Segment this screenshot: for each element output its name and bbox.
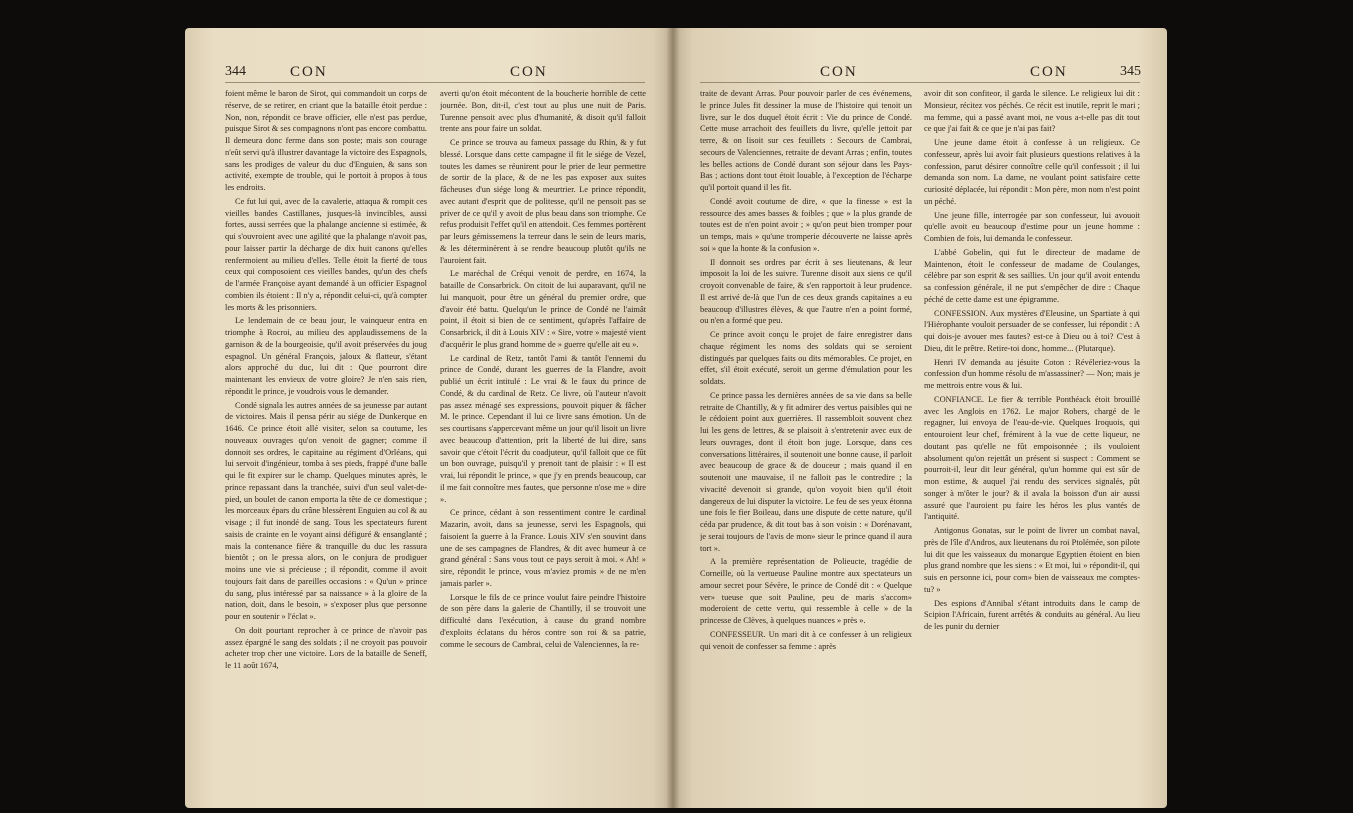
paragraph: Il donnoit ses ordres par écrit à ses lieutenans, & leur imposoit la loi de les suivre. Turenne disoit aux siens ce qu'il croyoit convenable de faire, & s'en rapportoit à leur prudence. Il est arrivé de-là que l'un de ces deux grands capitaines a eu beaucoup d'illustres élèves, & que l'autre n'en a point formé, ou n'en a formé que peu. (700, 257, 912, 326)
paragraph: Lorsque le fils de ce prince voulut faire peindre l'histoire de son père dans la galerie de Chantilly, il se trouvoit une difficulté dans l'exécution, à cause du grand nombre d'exploits éclatans du héros contre son roi & sa patrie, comme le secours de Cambrai, celui de Valenciennes, la re- (440, 592, 646, 649)
paragraph: A la première représentation de Polieucte, tragédie de Corneille, où la vertueuse Pauline montre aux spectateurs un amour secret pour Sévère, le prince de Condé dit : « Quelque ver» tueuse que soit Pauline, peu de maris s'accom» moderoient de cette vertu, qui ressemble à celle » de la princesse de Clèves, à quelques nuances » près ». (700, 557, 912, 625)
paragraph: Ce fut lui qui, avec de la cavalerie, attaqua & rompit ces vieilles bandes Castillanes, jusques-là invincibles, aussi fortes, aussi serrées que la phalange ancienne si estimée, & qui s'ouvroient avec une agilité que la phalange n'avoit pas, pour laisser partir la décharge de dix huit canons qu'elles renfermoient au milieu d'elles. Telle étoit la fierté de tous ceux qui composoient ces vieilles bandes, qu'un des chefs de l'armée Françoise ayant demandé à un officier Espagnol combien ils étoient : Il n'y a, répondit celui-ci, qu'à compter les morts & les prisonniers. (225, 196, 427, 312)
paragraph: traite de devant Arras. Pour pouvoir parler de ces événemens, le prince Jules fit dessiner la muse de l'histoire qui tenoit un livre, sur le dos duquel étoit écrit : Vie du prince de Condé. Cette muse arrachoit des feuillets du livre, qu'elle jettoit par terre, & on lisoit sur ces feuillets : Secours de Cambrai, secours de Valenciennes, retraite de devant Arras ; enfin, toutes les belles actions de Condé durant son séjour dans les Pays-Bas ; actions dont tout étoit louable, à l'exception de l'écharpe qu'il portoit quand il les fit. (700, 89, 912, 192)
paragraph: Ce prince passa les dernières années de sa vie dans sa belle retraite de Chantilly, & y fit admirer des vertus paisibles qui ne le cédoient point aux guerrières. Il rassembloit souvent chez lui les gens de lettres, & se plaisoit à s'entretenir avec eux de leurs ouvrages, dont il étoit bon juge. Lorsque, dans ces conversations littéraires, il soutenoit une bonne cause, il parloit avec beaucoup de grace & de douceur ; mais quand il en soutenoit une mauvaise, il ne falloit pas le contredire ; la vivacité devenoit si grande, qu'on voyoit bien qu'il étoit dangereux de lui disputer la victoire. Le feu de ses yeux étonna une fois le fier Boileau, dans une dispute de cette nature, qu'il céda par prudence, & dit tout bas à son voisin : « Dorénavant, je serai toujours de l'avis de mon» sieur le prince quand il aura tort ». (700, 390, 912, 553)
right-head-right: CON (1030, 64, 1068, 80)
paragraph: CONFIANCE. Le fier & terrible Ponthéack étoit brouillé avec les Anglois en 1762. Le major Robers, chargé de le regagner, lui envoya de l'eau-de-vie. Quelques Iroquois, qui entouroient leur chef, frémirent à la vue de cette liqueur, ne doutant pas qu'elle ne fût empoisonnée ; ils vouloient absolument qu'on rejettât un présent si suspect : Comment se pourroit-il, leur dit leur général, qu'un homme qui est sûr de mon estime, & auquel j'ai rendu des services signalés, pût songer à m'ôter le jour? & il avala la boisson d'un air aussi assuré que l'auroient pu faire les héros les plus vantés de l'antiquité. (924, 394, 1140, 522)
paragraph: Une jeune dame étoit à confesse à un religieux. Ce confesseur, après lui avoir fait plusieurs questions relatives à la confession, parut désirer connoître celle qu'il confessoit ; il lui demanda son nom. La dame, ne voulant point satisfaire cette curiosité déplacée, lui répondit : Mon père, mon nom n'est point un péché. (924, 138, 1140, 206)
left-head-left: CON (290, 64, 328, 80)
left-head-right: CON (510, 64, 548, 80)
paragraph: foient même le baron de Sirot, qui commandoit un corps de réserve, de se retirer, en criant que la bataille étoit perdue : Non, non, répondit ce brave officier, elle n'est pas perdue, puisque Sirot & ses compagnons n'ont pas encore combattu. Il demeura donc ferme dans son poste; mais son courage n'eût servi qu'à illustrer davantage la victoire des Espagnols, sans les prodiges de valeur du duc d'Enguien, & sans son activité, exempte de trouble, qui le portoit à propos à tous les endroits. (225, 89, 427, 192)
paragraph: Condé avoit coutume de dire, « que la finesse » est la ressource des ames basses & foibles ; que » la plus grande de toutes est de n'en point avoir ; » qu'on peut bien tromper pour un temps, mais » qu'une tromperie découverte ne laisse après soi » que la honte & la confusion ». (700, 196, 912, 253)
left-head-rule (225, 82, 645, 83)
left-page-number: 344 (225, 64, 246, 79)
paragraph: Ce prince, cédant à son ressentiment contre le cardinal Mazarin, avoit, dans sa jeunesse, servi les Espagnols, qui faisoient la guerre à la France. Louis XIV s'en souvint dans une de ses campagnes de Flandres, & dit avec humeur à ce grand général : Sans vous tout ce pays seroit à moi. « Ah! » sire, répondit le prince, vous m'aviez promis » de ne m'en jamais parler ». (440, 508, 646, 588)
paragraph: CONFESSEUR. Un mari dit à ce confesser à un religieux qui venoit de confesser sa femme : après (700, 629, 912, 651)
left-column-2 (440, 88, 646, 800)
paragraph: Le cardinal de Retz, tantôt l'ami & tantôt l'ennemi du prince de Condé, durant les guerres de la Flandre, avoit publié un écrit intitulé : Le vrai & le faux du prince de Condé, & du cardinal de Retz. Ce livre, où l'auteur n'avoit pas assez ménagé ses expressions, pouvoit piquer & fâcher M. le prince. Cependant il lui ce livre sans émotion. Un de ses courtisans s'appercevant même un jour qu'il lisoit un livre avec beaucoup d'attention, prit la liberté de lui dire, sans savoir que c'étoit l'écrit du coadjuteur, qu'il falloit que ce fût un bon ouvrage, puisqu'il y prenoit tant de plaisir : « Il est vrai, lui répondit le prince, » que j'y en prends beaucoup, car il me fait connoître mes fautes, que personne n'ose me » dire ». (440, 353, 646, 504)
paragraph: Le lendemain de ce beau jour, le vainqueur entra en triomphe à Rocroi, au milieu des applaudissemens de la garnison & de la bourgeoisie, qu'il avoit préservées du joug espagnol. Un général François, jaloux & flatteur, s'étant alors approché du duc, lui dit : Que pourront dire maintenant les envieux de votre gloire? Je n'en sais rien, répondit le prince, je voudrois vous le demander. (225, 316, 427, 396)
paragraph: L'abbé Gobelin, qui fut le directeur de madame de Maintenon, étoit le confesseur de madame de Coulanges, célèbre par son esprit & ses saillies. Un jour qu'il avoit entendu sa confession générale, il ne put s'empêcher de dire : Chaque péché de cette dame est une épigramme. (924, 247, 1140, 304)
paragraph: Henri IV demanda au jésuite Coton : Révéleriez-vous la confession d'un homme résolu de m'assassiner? — Non; mais je me mettrois entre vous & lui. (924, 357, 1140, 390)
gutter-shadow (666, 28, 680, 808)
paragraph: Le maréchal de Créqui venoit de perdre, en 1674, la bataille de Consarbrick. On citoit de lui auparavant, qu'il ne lui manquoit, pour être un général du premier ordre, que d'avoir été battu. Quelqu'un le prince de Condé ne l'aimât point, il étoit si bien de ce sentiment, qu'après l'affaire de Consarbrick, il dit à Louis XIV : « Sire, votre » majesté vient d'acquérir le plus grand homme de » guerre qu'elle ait eu ». (440, 269, 646, 349)
paragraph: On doit pourtant reprocher à ce prince de n'avoir pas assez épargné le sang des soldats ; il ne croyoit pas pouvoir acheter trop cher une victoire. Lors de la bataille de Seneff, le 11 août 1674, (225, 625, 427, 670)
paragraph: Condé signala les autres années de sa jeunesse par autant de victoires. Mais il pensa périr au siége de Dunkerque en 1646. Ce prince étoit allé visiter, selon sa coutume, les nouveaux ouvrages qu'on venoit de gagner; comme il donnoit ses ordres, le capitaine au régiment d'Orléans, qui lui servoit d'ingénieur, tomba à ses pieds, frappé d'une balle qui le fit expirer sur le champ. Quelques minutes après, le prince repassant dans la tranchée, suivi d'un seul valet-de-pied, un boulet de canon emporta la tête de ce domestique ; les morceaux épars du crâne blessèrent Enguien au col & au visage ; il fut inondé de sang. Tous les spectateurs furent saisis de crainte en le voyant ainsi défiguré & ensanglanté ; mais la contenance fière & tranquille du duc les rassura bientôt ; on le pressa alors, on le conjura de prodiguer moins une vie si précieuse ; il répondit, comme il avoit toujours fait dans de pareilles occasions : « Qu'un » prince du sang, plus intéressé par sa naissance » à la gloire de la nation, doit, dans le besoin, » s'exposer plus que personne pour en soutenir » l'éclat ». (225, 400, 427, 621)
paragraph: Ce prince avoit conçu le projet de faire enregistrer dans chaque régiment les noms des soldats qui se seroient distingués par quelques faits ou dits mémorables. Ce projet, en effet, s'il étoit exécuté, seroit un germe d'émulation pour les soldats. (700, 330, 912, 386)
paragraph: Une jeune fille, interrogée par son confesseur, lui avouoit qu'elle avoit eu beaucoup d'estime pour un jeune homme : Combien de fois, lui demanda le confesseur. (924, 210, 1140, 243)
paragraph: avoir dit son confiteor, il garda le silence. Le religieux lui dit : Monsieur, récitez vos péchés. Ce récit est inutile, reprit le mari ; ma femme, qui a passé avant moi, ne vous a-t-elle pas dit tout ce que j'ai fait & ce que je n'ai pas fait? (924, 89, 1140, 134)
paragraph: Ce prince se trouva au fameux passage du Rhin, & y fut blessé. Lorsque dans cette campagne il fit le siége de Vezel, toutes les dames se réunirent pour le prier de leur permettre de sortir de la place, & de ne les pas exposer aux suites fâcheuses d'un siége long & meurtrier. Le prince répondit, avec autant d'esprit que de politesse, qu'il ne pensoit pas se priver de ce qu'il y avoit de plus beau dans son triomphe. Ce refus produisit l'effet qu'il en attendoit. Ces femmes portèrent par leurs gémissemens la terreur dans le sein de leurs maris, & les déterminèrent à se rendre beaucoup plutôt qu'ils ne l'auroient fait. (440, 138, 646, 265)
right-page-number: 345 (1120, 64, 1141, 79)
right-column-2 (924, 88, 1140, 800)
left-column-1 (225, 88, 427, 800)
paragraph: averti qu'on étoit mécontent de la boucherie horrible de cette journée. Bon, dit-il, c'est tout au plus une nuit de Paris. Turenne pensoit avec plus d'humanité, & disoit qu'il falloit trente ans pour faire un soldat. (440, 89, 646, 134)
right-head-rule (700, 82, 1140, 83)
paragraph: CONFESSION. Aux mystères d'Eleusine, un Spartiate à qui l'Hiérophante vouloit persuader de se confesser, lui répondit : A qui dois-je avouer mes fautes? est-ce à Dieu ou à toi? C'est à Dieu, dit le prêtre. Retire-toi donc, homme... (Plutarque). (924, 308, 1140, 353)
paragraph: Des espions d'Annibal s'étant introduits dans le camp de Scipion l'Africain, furent arrêtés & conduits au général. Au lieu de les punir du dernier (924, 598, 1140, 631)
paragraph: Antigonus Gonatas, sur le point de livrer un combat naval, près de l'île d'Andros, aux lieutenans du roi Ptolémée, son pilote lui dit que les vaisseaux du monarque Egyptien étoient en bien plus grand nombre que les siens : « Et moi, lui » répondit-il, qui suis en personne ici, pour com» bien de vaisseaux me comptes-tu? » (924, 526, 1140, 594)
right-head-left: CON (820, 64, 858, 80)
right-column-1 (700, 88, 912, 800)
